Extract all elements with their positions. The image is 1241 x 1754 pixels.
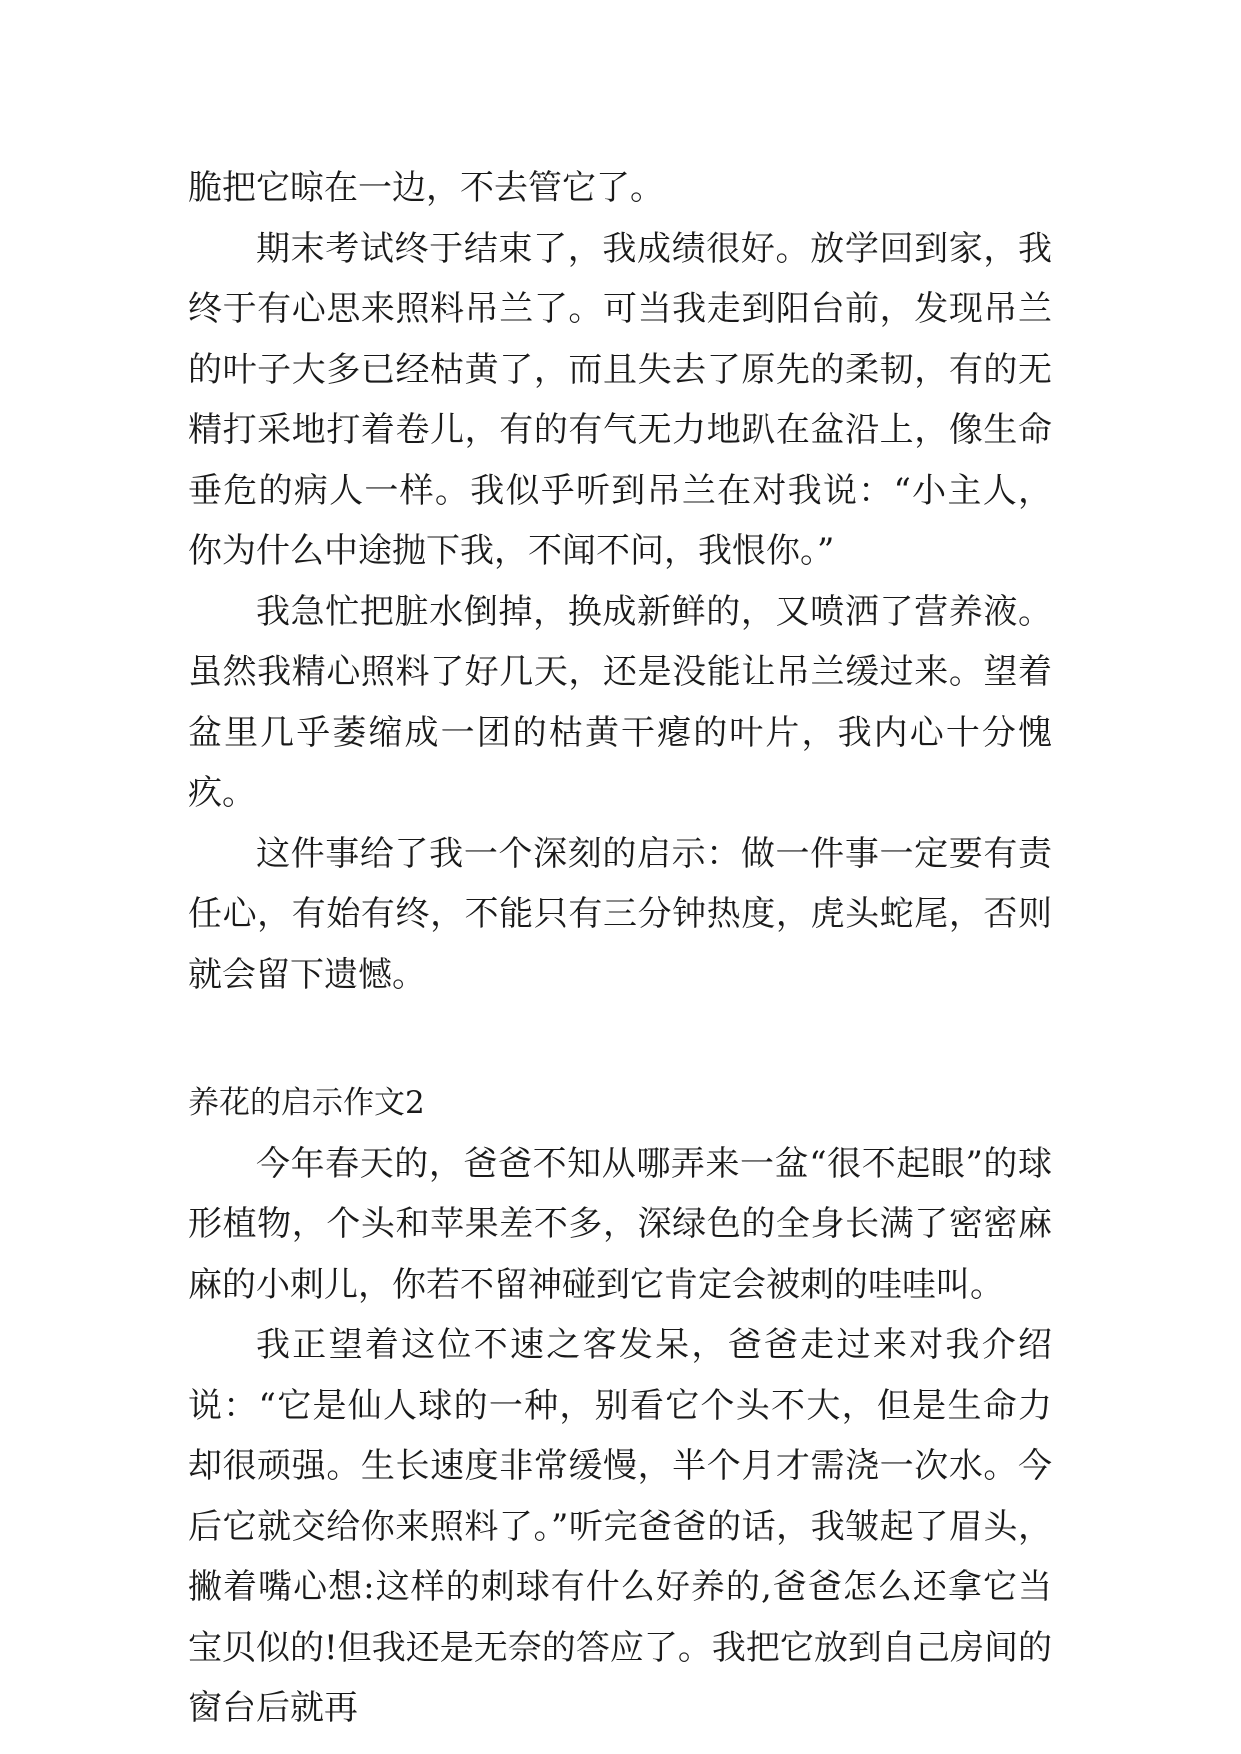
- body-paragraph: 我急忙把脏水倒掉，换成新鲜的，又喷洒了营养液。虽然我精心照料了好几天，还是没能让吊兰缓过来。望着盆里几乎萎缩成一团的枯黄干瘪的叶片，我内心十分愧疚。: [188, 591, 1052, 813]
- section-gap: [188, 1005, 1052, 1073]
- body-paragraph: 我正望着这位不速之客发呆，爸爸走过来对我介绍说：“它是仙人球的一种，别看它个头不大，但是生命力却很顽强。生长速度非常缓慢，半个月才需浇一次水。今后它就交给你来照料了。”听完爸爸的话，我皱起了眉头，撇着嘴心想:这样的刺球有什么好养的,爸爸怎么还拿它当宝贝似的!但我还是无奈的答应了。我把它放到自己房间的窗台后就再: [188, 1325, 1052, 1728]
- body-paragraph: 期末考试终于结束了，我成绩很好。放学回到家，我终于有心思来照料吊兰了。可当我走到阳台前，发现吊兰的叶子大多已经枯黄了，而且失去了原先的柔韧，有的无精打采地打着卷儿，有的有气无力地趴在盆沿上，像生命垂危的病人一样。我似乎听到吊兰在对我说：“小主人，你为什么中途抛下我，不闻不问，我恨你。”: [188, 228, 1052, 571]
- continued-paragraph: 脆把它晾在一边，不去管它了。: [188, 168, 664, 208]
- body-paragraph: 今年春天的，爸爸不知从哪弄来一盆“很不起眼”的球形植物，个头和苹果差不多，深绿色的全身长满了密密麻麻的小刺儿，你若不留神碰到它肯定会被刺的哇哇叫。: [188, 1143, 1052, 1305]
- document-page: [188, 158, 1052, 1739]
- body-paragraph: 这件事给了我一个深刻的启示：做一件事一定要有责任心，有始有终，不能只有三分钟热度，虎头蛇尾，否则就会留下遗憾。: [188, 833, 1052, 995]
- essay-title: 养花的启示作文2: [188, 1085, 425, 1121]
